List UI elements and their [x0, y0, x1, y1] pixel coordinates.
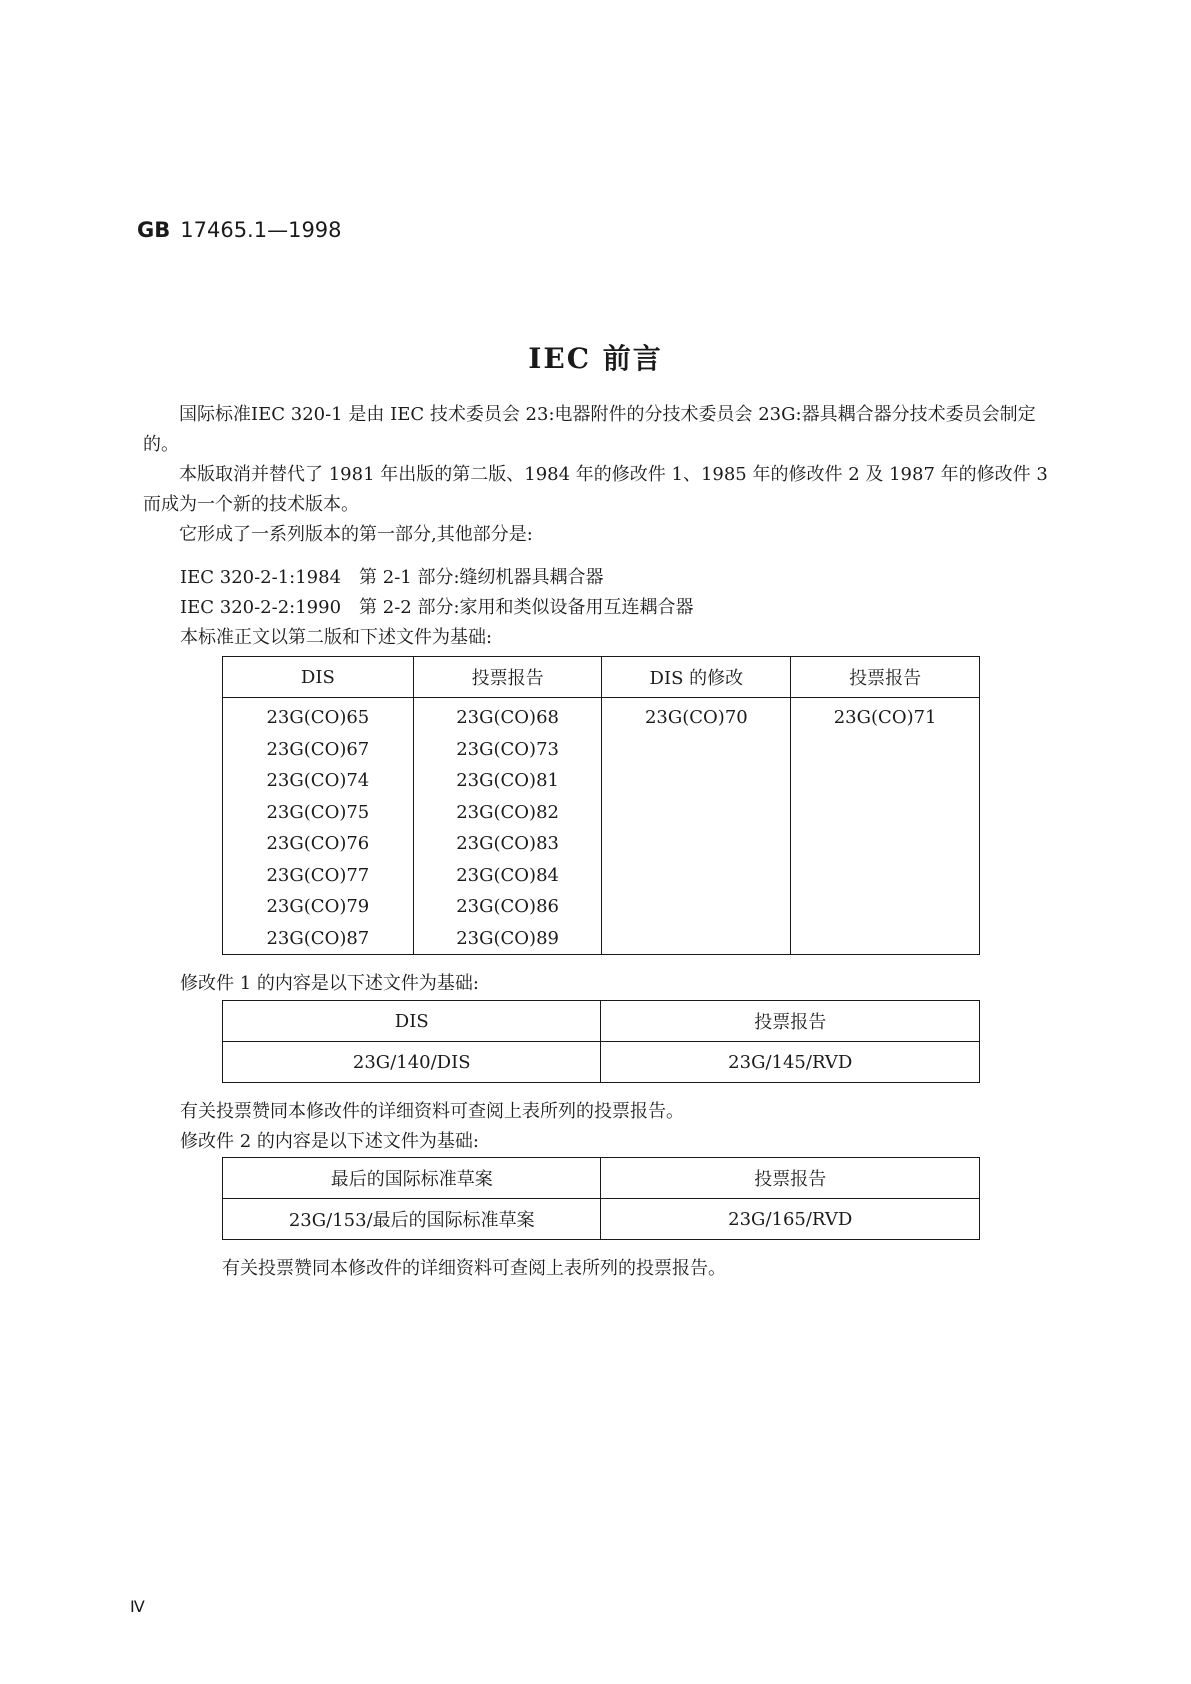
table-cell: 23G(CO)79: [266, 896, 370, 917]
table1-col-dis-amend: [602, 698, 791, 955]
table1-col-dis: [223, 698, 414, 955]
main-basis-table: [222, 656, 980, 955]
table-cell: 23G(CO)76: [266, 833, 370, 854]
table1-header-dis-amend: DIS 的修改: [602, 657, 791, 698]
table3-header-fdis: 最后的国际标准草案: [223, 1158, 601, 1199]
table-cell: 23G(CO)77: [266, 864, 370, 886]
amend2-intro: 修改件 2 的内容是以下述文件为基础:: [180, 1131, 479, 1152]
amend2-note: 有关投票赞同本修改件的详细资料可查阅上表所列的投票报告。: [222, 1258, 726, 1279]
table-cell: 23G(CO)65: [266, 707, 370, 728]
part-2-2: IEC 320-2-2:1990 第 2-2 部分:家用和类似设备用互连耦合器: [180, 597, 694, 618]
amend1-intro: 修改件 1 的内容是以下述文件为基础:: [180, 973, 479, 994]
amend2-table: [222, 1157, 980, 1240]
table-cell: 23G(CO)89: [456, 927, 559, 949]
paragraph-3: 它形成了一系列版本的第一部分,其他部分是:: [179, 524, 533, 545]
table-cell: 23G(CO)86: [456, 896, 559, 917]
table-cell: 23G(CO)82: [456, 801, 559, 823]
table-cell: 23G(CO)67: [266, 738, 370, 760]
standard-prefix: GB: [137, 218, 171, 242]
standard-code: [137, 218, 342, 242]
table-cell: 23G(CO)83: [456, 833, 559, 854]
table-cell: 23G(CO)75: [266, 801, 370, 823]
basis-intro: 本标准正文以第二版和下述文件为基础:: [180, 627, 493, 648]
table2-header-vote: 投票报告: [601, 1001, 980, 1042]
table-cell: 23G(CO)74: [266, 770, 370, 791]
paragraph-2: 本版取消并替代了 1981 年出版的第二版、1984 年的修改件 1、1985 年的修改件 2 及 1987 年的修改件 3 而成为一个新的技术版本。: [143, 464, 1048, 515]
table1-header-vote-2: 投票报告: [791, 657, 980, 698]
table1-col-vote: [413, 698, 602, 955]
table-cell: 23G(CO)81: [456, 770, 559, 791]
amend1-note: 有关投票赞同本修改件的详细资料可查阅上表所列的投票报告。: [180, 1101, 684, 1122]
standard-number: 17465.1—1998: [180, 218, 342, 242]
table3-header-vote: 投票报告: [601, 1158, 980, 1199]
table-cell: 23G(CO)87: [266, 927, 370, 949]
table1-header-dis: DIS: [223, 657, 414, 698]
part-2-1: IEC 320-2-1:1984 第 2-1 部分:缝纫机器具耦合器: [180, 567, 604, 588]
table1-header-vote: 投票报告: [413, 657, 602, 698]
table-cell: 23G(CO)68: [456, 707, 559, 728]
intro-paragraphs: [143, 400, 1063, 550]
table-cell: 23G(CO)71: [833, 707, 937, 728]
table2-cell-dis: 23G/140/DIS: [223, 1042, 601, 1083]
table3-cell-fdis: 23G/153/最后的国际标准草案: [223, 1199, 601, 1240]
table-cell: 23G(CO)84: [456, 864, 559, 886]
table-cell: 23G(CO)73: [456, 738, 559, 760]
paragraph-1: 国际标准IEC 320-1 是由 IEC 技术委员会 23:电器附件的分技术委员会 23G:器具耦合器分技术委员会制定的。: [143, 404, 1036, 455]
table-cell: 23G(CO)70: [644, 707, 748, 728]
table1-col-vote-2: [791, 698, 980, 955]
page-number: Ⅳ: [130, 1597, 145, 1616]
table2-cell-vote: 23G/145/RVD: [601, 1042, 980, 1083]
table2-header-dis: DIS: [223, 1001, 601, 1042]
amend1-table: [222, 1000, 980, 1083]
table3-cell-vote: 23G/165/RVD: [601, 1199, 980, 1240]
page-title: IEC 前言: [528, 342, 663, 375]
